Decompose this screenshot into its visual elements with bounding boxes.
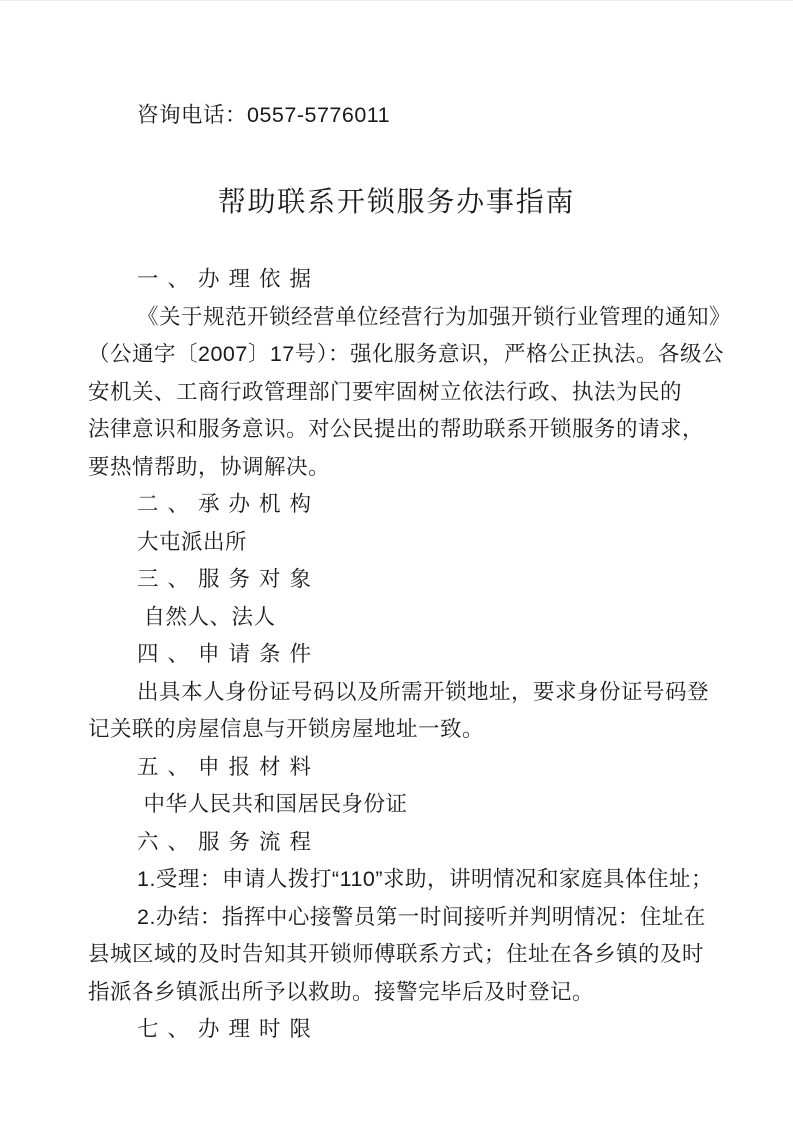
document-body [88,261,733,1049]
section-heading: 七、办理时限 [137,1017,321,1041]
text-line: 要热情帮助，协调解决。 [88,454,331,479]
section-heading: 一、办理依据 [137,267,321,291]
text-line: 1.受理：申请人拨打“110”求助，讲明情况和家庭具体住址； [137,867,714,891]
section-heading: 四、申请条件 [137,642,321,666]
text-line: 2.办结：指挥中心接警员第一时间接听并判明情况：住址在 [137,904,706,929]
text-line: 指派各乡镇派出所予以救助。接警完毕后及时登记。 [88,979,595,1004]
consult-phone-line: 咨询电话：0557-5776011 [137,103,391,127]
text-line: 自然人、法人 [137,604,276,629]
section-heading: 三、服务对象 [137,567,321,591]
text-line: 法律意识和服务意识。对公民提出的帮助联系开锁服务的请求， [88,417,705,441]
text-line: 记关联的房屋信息与开锁房屋地址一致。 [88,717,485,741]
section-heading: 五、申报材料 [137,754,321,779]
page-top-edge [0,0,793,1]
page-title: 帮助联系开锁服务办事指南 [217,186,576,217]
text-line: 出具本人身份证号码以及所需开锁地址，要求身份证号码登 [137,679,710,704]
text-line: 县城区域的及时告知其开锁师傅联系方式；住址在各乡镇的及时 [88,942,705,966]
section-heading: 六、服务流程 [137,829,321,854]
text-line: 中华人民共和国居民身份证 [137,792,408,816]
text-line: 安机关、工商行政管理部门要牢固树立依法行政、执法为民的 [88,379,683,404]
text-line: 大屯派出所 [137,529,248,554]
section-heading: 二、承办机构 [137,492,321,516]
text-line: 《关于规范开锁经营单位经营行为加强开锁行业管理的通知》 [137,304,732,329]
text-line: （公通字〔2007〕17号）：强化服务意识，严格公正执法。各级公 [88,342,724,366]
